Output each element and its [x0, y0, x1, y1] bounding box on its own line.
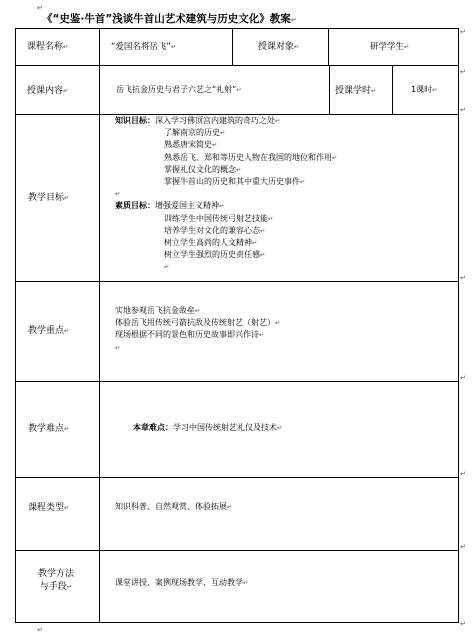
methods-label: 教学方法 与手段↵ — [37, 569, 74, 592]
paragraph-mark: ↵ — [460, 543, 466, 551]
paragraph-mark: ↵ — [460, 28, 466, 36]
key-point-item: 体验岳飞用传统弓箭抗敌及传统射艺（射艺）↵ — [115, 318, 281, 328]
course-type-line: 知识科普、自然观赏、体验拓展↵ — [115, 502, 233, 511]
difficulty-line: 本章难点：学习中国传统射艺礼仪及技术↵ — [133, 423, 283, 432]
quality-item: 训练学生中国传统弓射艺技能↵ — [164, 213, 274, 223]
knowledge-item: 熟悉岳飞、郑和等历史人物在我国的地位和作用↵ — [164, 152, 338, 162]
knowledge-item: 了解南京的历史↵ — [164, 128, 226, 138]
blank-line: ↵ — [164, 263, 170, 272]
column-divider — [392, 65, 393, 114]
key-points-content — [115, 305, 280, 354]
audience-label: 授课对象↵ — [258, 42, 300, 52]
course-name-label: 课程名称↵ — [27, 42, 69, 52]
column-divider — [232, 28, 233, 65]
quality-item: 培养学生对文化的兼容心态↵ — [164, 225, 266, 235]
course-type-content — [115, 501, 232, 513]
row-divider — [15, 550, 459, 551]
key-points-label: 教学重点↵ — [28, 326, 70, 336]
column-divider — [328, 28, 329, 65]
methods-content — [115, 577, 248, 589]
key-point-item: 现场根据不同的景色和历史故事即兴作诗↵ — [115, 330, 265, 340]
document-title-text: 《“史鉴·牛首”浅谈牛首山艺术建筑与历史文化》教案 — [42, 13, 291, 25]
blank-line: ↵ — [115, 190, 121, 199]
paragraph-mark: ↵ — [460, 620, 466, 628]
paragraph-mark: ↵ — [460, 374, 466, 382]
knowledge-item: 掌握牛首山的历史和其中重大历史事件↵ — [164, 177, 306, 187]
quality-heading-line: 素质目标：增强爱国主义精神↵ — [115, 201, 225, 211]
paragraph-mark: ↵ — [37, 626, 43, 634]
content-value: 岳飞抗金历史与君子六艺之“礼射”↵ — [116, 85, 242, 94]
paragraph-mark: ↵ — [460, 68, 466, 76]
row-divider — [15, 381, 459, 382]
blank-line: ↵ — [115, 343, 121, 352]
hours-value: 1课时↵ — [411, 85, 438, 94]
paragraph-mark: ↵ — [460, 106, 466, 114]
paragraph-mark: ↵ — [460, 274, 466, 282]
row-divider — [15, 281, 459, 282]
quality-item: 树立学生高尚的人文精神↵ — [164, 238, 258, 248]
methods-line: 课堂讲授、案例现场教学、互动教学↵ — [115, 578, 249, 587]
difficulties-label: 教学难点↵ — [28, 424, 70, 434]
knowledge-item: 熟悉唐宋简史↵ — [164, 140, 218, 150]
course-type-label: 课程类型↵ — [28, 503, 70, 513]
content-label: 授课内容↵ — [27, 86, 69, 96]
quality-item: 树立学生强烈的历史责任感↵ — [164, 250, 266, 260]
paragraph-mark: ↵ — [37, 4, 43, 12]
document-title — [42, 12, 442, 27]
row-divider — [15, 477, 459, 478]
column-divider — [99, 28, 100, 623]
column-divider — [329, 65, 330, 114]
audience-value: 研学学生↵ — [370, 42, 410, 52]
difficulties-content — [133, 422, 282, 434]
paragraph-mark: ↵ — [290, 16, 297, 24]
course-name-value: “爱国名将岳飞”↵ — [111, 42, 177, 52]
knowledge-heading-line: 知识目标：深入学习佛顶宫内建筑的奇巧之处↵ — [115, 116, 281, 125]
paragraph-mark: ↵ — [460, 470, 466, 478]
objectives-content — [115, 115, 337, 274]
key-point-item: 实地参观岳飞抗金故垒↵ — [115, 306, 201, 315]
hours-label: 授课学时↵ — [335, 86, 377, 96]
objectives-label: 教学目标↵ — [28, 193, 70, 203]
knowledge-item: 掌握礼仪文化的概念↵ — [164, 164, 242, 174]
